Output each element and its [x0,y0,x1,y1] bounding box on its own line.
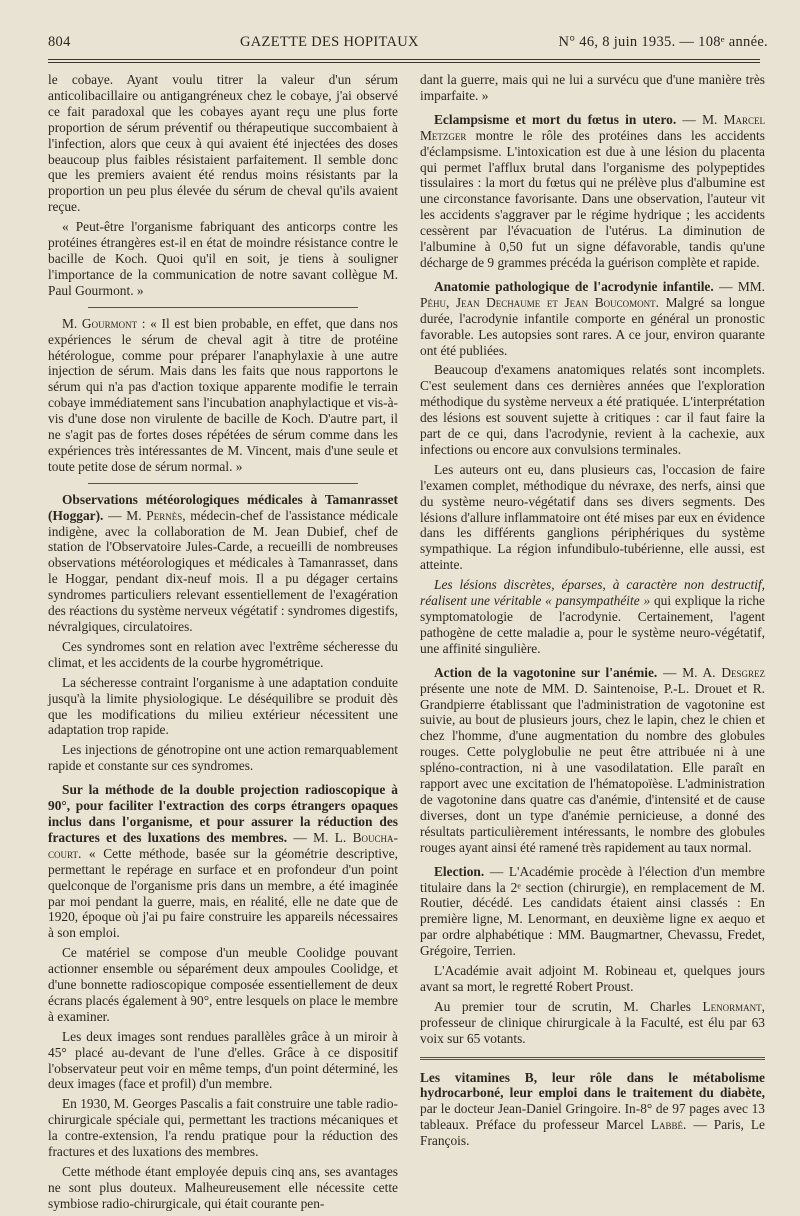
header-rule-2 [48,62,760,63]
paragraph: Les deux images sont rendues parallèles grâce à un miroir à 45° placé au-devant de l'une d'elles. Grâce à ce dispositif l'observateur peut voir en même temps, d'un point déterminé, les deux images (face et profil) d'un membre. [48,1028,398,1092]
italic-text: Les lésions discrètes, éparses, à caractère non destructif, réalisent une véritable « pansympathéite » [420,577,765,609]
paragraph-text: , professeur de clinique chirurgicale à la Faculté, est élu par 63 voix sur 65 votants. [420,998,765,1046]
paragraph: Beaucoup d'examens anatomiques relatés sont incomplets. C'est seulement dans ces dernières années que l'exploration méthodique du système nerveux a été pratiquée. L'interprétation des lésions est souvent sujette à critiques : car il faut faire la part de ce qui, dans l'acrodynie, revient à la cachexie, aux infections ou encore aux convulsions terminales. [420,362,765,457]
book-title: Les vitamines B, leur rôle dans le métabolisme hydrocarboné, leur emploi dans le traitement du diabète, [420,1069,765,1101]
professor-name: Labbé [650,1117,684,1133]
paragraph: Ce matériel se compose d'un meuble Coolidge pouvant actionner ensemble ou séparément deux ampoules Coolidge, et d'une bonnette radioscopique composée essentiellement de deux écrans placés également à 90°, entre lesquels on place le membre à examiner. [48,945,398,1024]
section-title: Action de la vagotonine sur l'anémie. [434,664,658,680]
author-name: M. Pernès [126,507,183,523]
book-notice [420,1070,765,1150]
section-title: Sur la méthode de la double projection radioscopique à 90°, pour faciliter l'extraction des corps étrangers opaques inclus dans l'organisme, et pour assurer la réduction des fractures et des luxations des membres. [48,782,398,845]
paragraph [420,577,765,657]
paragraph [48,316,398,475]
elected-name: Lenormant [702,998,762,1014]
header-rule [48,59,760,60]
author-name: M. L. Boucha-court [48,829,398,861]
paragraph-text: présente une note de MM. D. Saintenoise, P.-L. Drouet et R. Grandpierre établissant que l'administration de vagotonine est suivie, au bout de plusieurs jours, chez le lapin, chez le chien et chez l'homme, d'une augmentation du nombre des globules rouges. Cette polyglobulie ne peut être attribuée ni à une spléno-contraction, ni à une vasodilatation. Elle paraît en rapport avec une excitation de l'hématopoïèse. L'administration de vagotonine dans quatre cas d'anémie, d'intensité et de cause diverses, dont un type d'anémie pernicieuse, a donné des résultats particulièrement intéressants, le nombre des globules rouges ayant ainsi été ramené très rapidement au taux normal. [420,680,765,855]
section-title: Election. [434,863,485,879]
page-header [48,34,768,56]
paragraph [420,999,765,1047]
section-title: Observations météorologiques médicales à Tamanrasset (Hoggar). [48,491,398,523]
author-name: MM. Péhu, Jean Dechaume et Jean Boucomont [420,278,765,310]
section-paragraph: Anatomie pathologique de l'acrodynie infantile. — MM. Péhu, Jean Dechaume et Jean Boucomont. Malgré sa longue durée, l'acrodynie infantile comporte en général un pronostic favorable. Les autopsies sont rares. A ce jour, environ quarante ont été publiées. [420,278,765,358]
paragraph: Ces syndromes sont en relation avec l'extrême sécheresse du climat, et les accidents de la courbe hygrométrique. [48,638,398,670]
paragraph: En 1930, M. Georges Pascalis a fait construire une table radio-chirurgicale spéciale qui, permettant les tractions mécaniques et la contre-extension, l'a rendu pratique pour la réduction des fractures et des luxations des membres. [48,1096,398,1160]
author-name: M. A. Desgrez [682,664,765,680]
speaker-name: M. Gourmont [62,315,138,331]
journal-title: GAZETTE DES HOPITAUX [240,34,419,50]
paragraph: La sécheresse contraint l'organisme à une adaptation conduite jusqu'à la limite physiologique. Le déséquilibre se produit dès que les modifications du milieu extérieur nécessitent une adaptation trop rapide. [48,674,398,738]
section-title: Eclampsisme et mort du fœtus in utero. [434,111,677,127]
paragraph: dant la guerre, mais qui ne lui a survécu que d'une manière très imparfaite. » [420,72,765,103]
paragraph: Les auteurs ont eu, dans plusieurs cas, l'occasion de faire l'examen complet, méthodique du névraxe, des nerfs, ainsi que du système neuro-végétatif dans ses divers segments. Des lésions d'allure inflammatoire ont été mises par eux en évidence dans les différents ganglions périphériques du système sympathique. La région infundibulo-tubérienne, elle aussi, est atteinte. [420,461,765,573]
section-paragraph: Eclampsisme et mort du fœtus in utero. — M. Marcel Metzger montre le rôle des protéines dans les accidents d'éclampsisme. L'intoxication est due à une lésion du placenta qui permet l'afflux brutal dans l'organisme des polypeptides tissulaires : la mort du fœtus qui ne prélève plus d'albumine est une circonstance favorisante. Dans une observation, l'auteur vit les accidents s'aggraver par le régime hydrique ; les accidents cessèrent par l'évacuation de l'utérus. La diminution de l'albumine à 0,50 fut un signe défavorable, tandis qu'une décharge de 9 grammes précéda la guérison complète et rapide. [420,111,765,270]
section-title: Anatomie pathologique de l'acrodynie infantile. [434,278,714,294]
section-paragraph: Observations météorologiques médicales à Tamanrasset (Hoggar). — M. Pernès, médecin-chef de l'assistance médicale indigène, avec la collaboration de M. Jean Dubief, chef de station de l'Observatoire Jules-Carde, a recueilli de nombreuses observations météorologiques et médicales à Tamanrasset, dans le Hoggar, pendant dix-neuf mois. Il a pu dégager certains syndromes particuliers relevant essentiellement de l'exagération des réactions du système nerveux végétatif : syndromes digestifs, névralgiques, circulatoires. [48,491,398,634]
author-name: M. Marcel Metzger [420,111,765,143]
paragraph-text: . Malgré sa longue durée, l'acrodynie infantile comporte en général un pronostic favorable. Les autopsies sont rares. A ce jour, environ quarante ont été publiées. [420,294,765,358]
paragraph-text: Au premier tour de scrutin, M. Charles [434,998,703,1014]
section-paragraph: Election. — L'Académie procède à l'élection d'un membre titulaire dans la 2ᵉ section (chirurgie), en remplacement de M. Routier, décédé. Les candidats étaient ainsi classés : En première ligne, M. Lenormant, en deuxième ligne ex aequo et par ordre alphabétique : MM. Baugmartner, Chevassu, Fredet, Grégoire, Terrien. [420,863,765,959]
issue-info: N° 46, 8 juin 1935. — 108ᵉ année. [558,34,768,50]
paragraph: Cette méthode étant employée depuis cinq ans, ses avantages ne sont plus douteux. Malheureusement elle nécessite cette symbiose radio-chirurgicale, qui était courante pen- [48,1164,398,1211]
paragraph: le cobaye. Ayant voulu titrer la valeur d'un sérum anticolibacillaire ou antigangréneux chez le cobaye, j'ai observé ce fait paradoxal que les cobayes ayant reçu une plus forte proportion de sérum préventif ou thérapeutique succombaient à l'infection, alors que ceux à qui avaient été injectées des doses beaucoup plus faibles résistaient parfaitement. Il semble donc que les premiers avaient été rendus moins résistants par la proportion un peu plus élevée du sérum de cheval qu'ils avaient reçue. [48,72,398,215]
paragraph-text: . « Cette méthode, basée sur la géométrie descriptive, permettant le repérage en surface et en profondeur d'un point quelconque de l'organisme pris dans un membre, a été imaginée par moi pendant la guerre, mais, en réalité, elle ne date que de 1920, époque où j'ai pu faire construire les appareils nécessaires à son emploi. [48,845,398,941]
section-divider [420,1057,765,1060]
left-column [48,72,398,1216]
right-column [420,72,765,1153]
paragraph-text: : « Il est bien probable, en effet, que dans nos expériences le sérum de cheval agit à titre de protéine hétérologue, comme pour préparer l'anaphylaxie à une autre injection de sérum. Mais dans les faits que nous rapportons le sérum qui n'a pas d'action toxique apparente modifie le terrain cobaye immédiatement sans l'incubation anaphylactique et vis-à-vis d'une dose non virulente de bacille de Koch. D'autre part, il ne s'agit pas de fortes doses répétées de sérum comme dans les expériences très intéressantes de M. Vincent, mais d'une seule et toute petite dose de sérum normal. » [48,315,398,474]
book-text: par le docteur Jean-Daniel Gringoire. In-8° de 97 pages avec 13 tableaux. Préface du professeur Marcel [420,1101,765,1133]
section-paragraph: Action de la vagotonine sur l'anémie. — M. A. Desgrez présente une note de MM. D. Saintenoise, P.-L. Drouet et R. Grandpierre établissant que l'administration de vagotonine est suivie, au bout de plusieurs jours, chez le lapin, chez le chien et chez l'homme, d'une augmentation du nombre des globules rouges. Cette polyglobulie ne peut être attribuée ni à une spléno-contraction, ni à une vasodilatation. Elle paraît en rapport avec une excitation de l'hématopoïèse. L'administration de vagotonine dans quatre cas d'anémie, d'intensité et de cause diverses, dont un type d'anémie pernicieuse, a donné des résultats particulièrement intéressants, le nombre des globules rouges ayant ainsi été ramené très rapidement au taux normal. [420,664,765,855]
paragraph: L'Académie avait adjoint M. Robineau et, quelques jours avant sa mort, le regretté Robert Proust. [420,963,765,994]
divider [88,307,358,308]
paragraph-text: , médecin-chef de l'assistance médicale indigène, avec la collaboration de M. Jean Dubief, chef de station de l'Observatoire Jules-Carde, a recueilli de nombreuses observations météorologiques et médicales à Tamanrasset, dans le Hoggar, pendant dix-neuf mois. Il a pu dégager certains syndromes particuliers relevant essentiellement de l'exagération des réactions du système nerveux végétatif : syndromes digestifs, névralgiques, circulatoires. [48,507,398,634]
paragraph: Les injections de génotropine ont une action remarquablement rapide et constante sur ces syndromes. [48,742,398,774]
paragraph: « Peut-être l'organisme fabriquant des anticorps contre les protéines étrangères est-il en état de moindre résistance contre le bacille de Koch. Quoi qu'il en soit, je tiens à souligner l'importance de la communication de notre savant collègue M. Paul Gourmont. » [48,219,398,298]
book-text: . — Paris, Le François. [420,1117,765,1149]
section-paragraph: Sur la méthode de la double projection radioscopique à 90°, pour faciliter l'extraction des corps étrangers opaques inclus dans l'organisme, et pour assurer la réduction des fractures et des luxations des membres. — M. L. Boucha-court. « Cette méthode, basée sur la géométrie descriptive, permettant le repérage en surface et en profondeur d'un point quelconque de l'organisme pris dans un membre, a été imaginée par moi pendant la guerre, mais, en réalité, elle ne date que de 1920, époque où j'ai pu faire construire les appareils nécessaires à son emploi. [48,782,398,941]
paragraph-text: qui explique la riche symptomatologie de l'acrodynie. Certainement, l'agent pathogène de cette maladie a, pour le système neuro-végétatif, une affinité singulière. [420,593,765,656]
paragraph-text: montre le rôle des protéines dans les accidents d'éclampsisme. L'intoxication est due à une lésion du placenta qui permet l'afflux brutal dans l'organisme des polypeptides tissulaires : la mort du fœtus qui ne prélève plus d'albumine est une circonstance favorisante. Dans une observation, l'auteur vit les accidents s'aggraver par le régime hydrique ; les accidents cessèrent par l'évacuation de l'utérus. La diminution de l'albumine à 0,50 fut un signe défavorable, tandis qu'une décharge de 9 grammes précéda la guérison complète et rapide. [420,127,765,270]
page-number: 804 [48,34,71,50]
paragraph-text: L'Académie procède à l'élection d'un membre titulaire dans la 2ᵉ section (chirurgie), en remplacement de M. Routier, décédé. Les candidats étaient ainsi classés : En première ligne, M. Lenormant, en deuxième ligne ex aequo et par ordre alphabétique : MM. Baugmartner, Chevassu, Fredet, Grégoire, Terrien. [420,863,765,959]
divider [88,483,358,484]
